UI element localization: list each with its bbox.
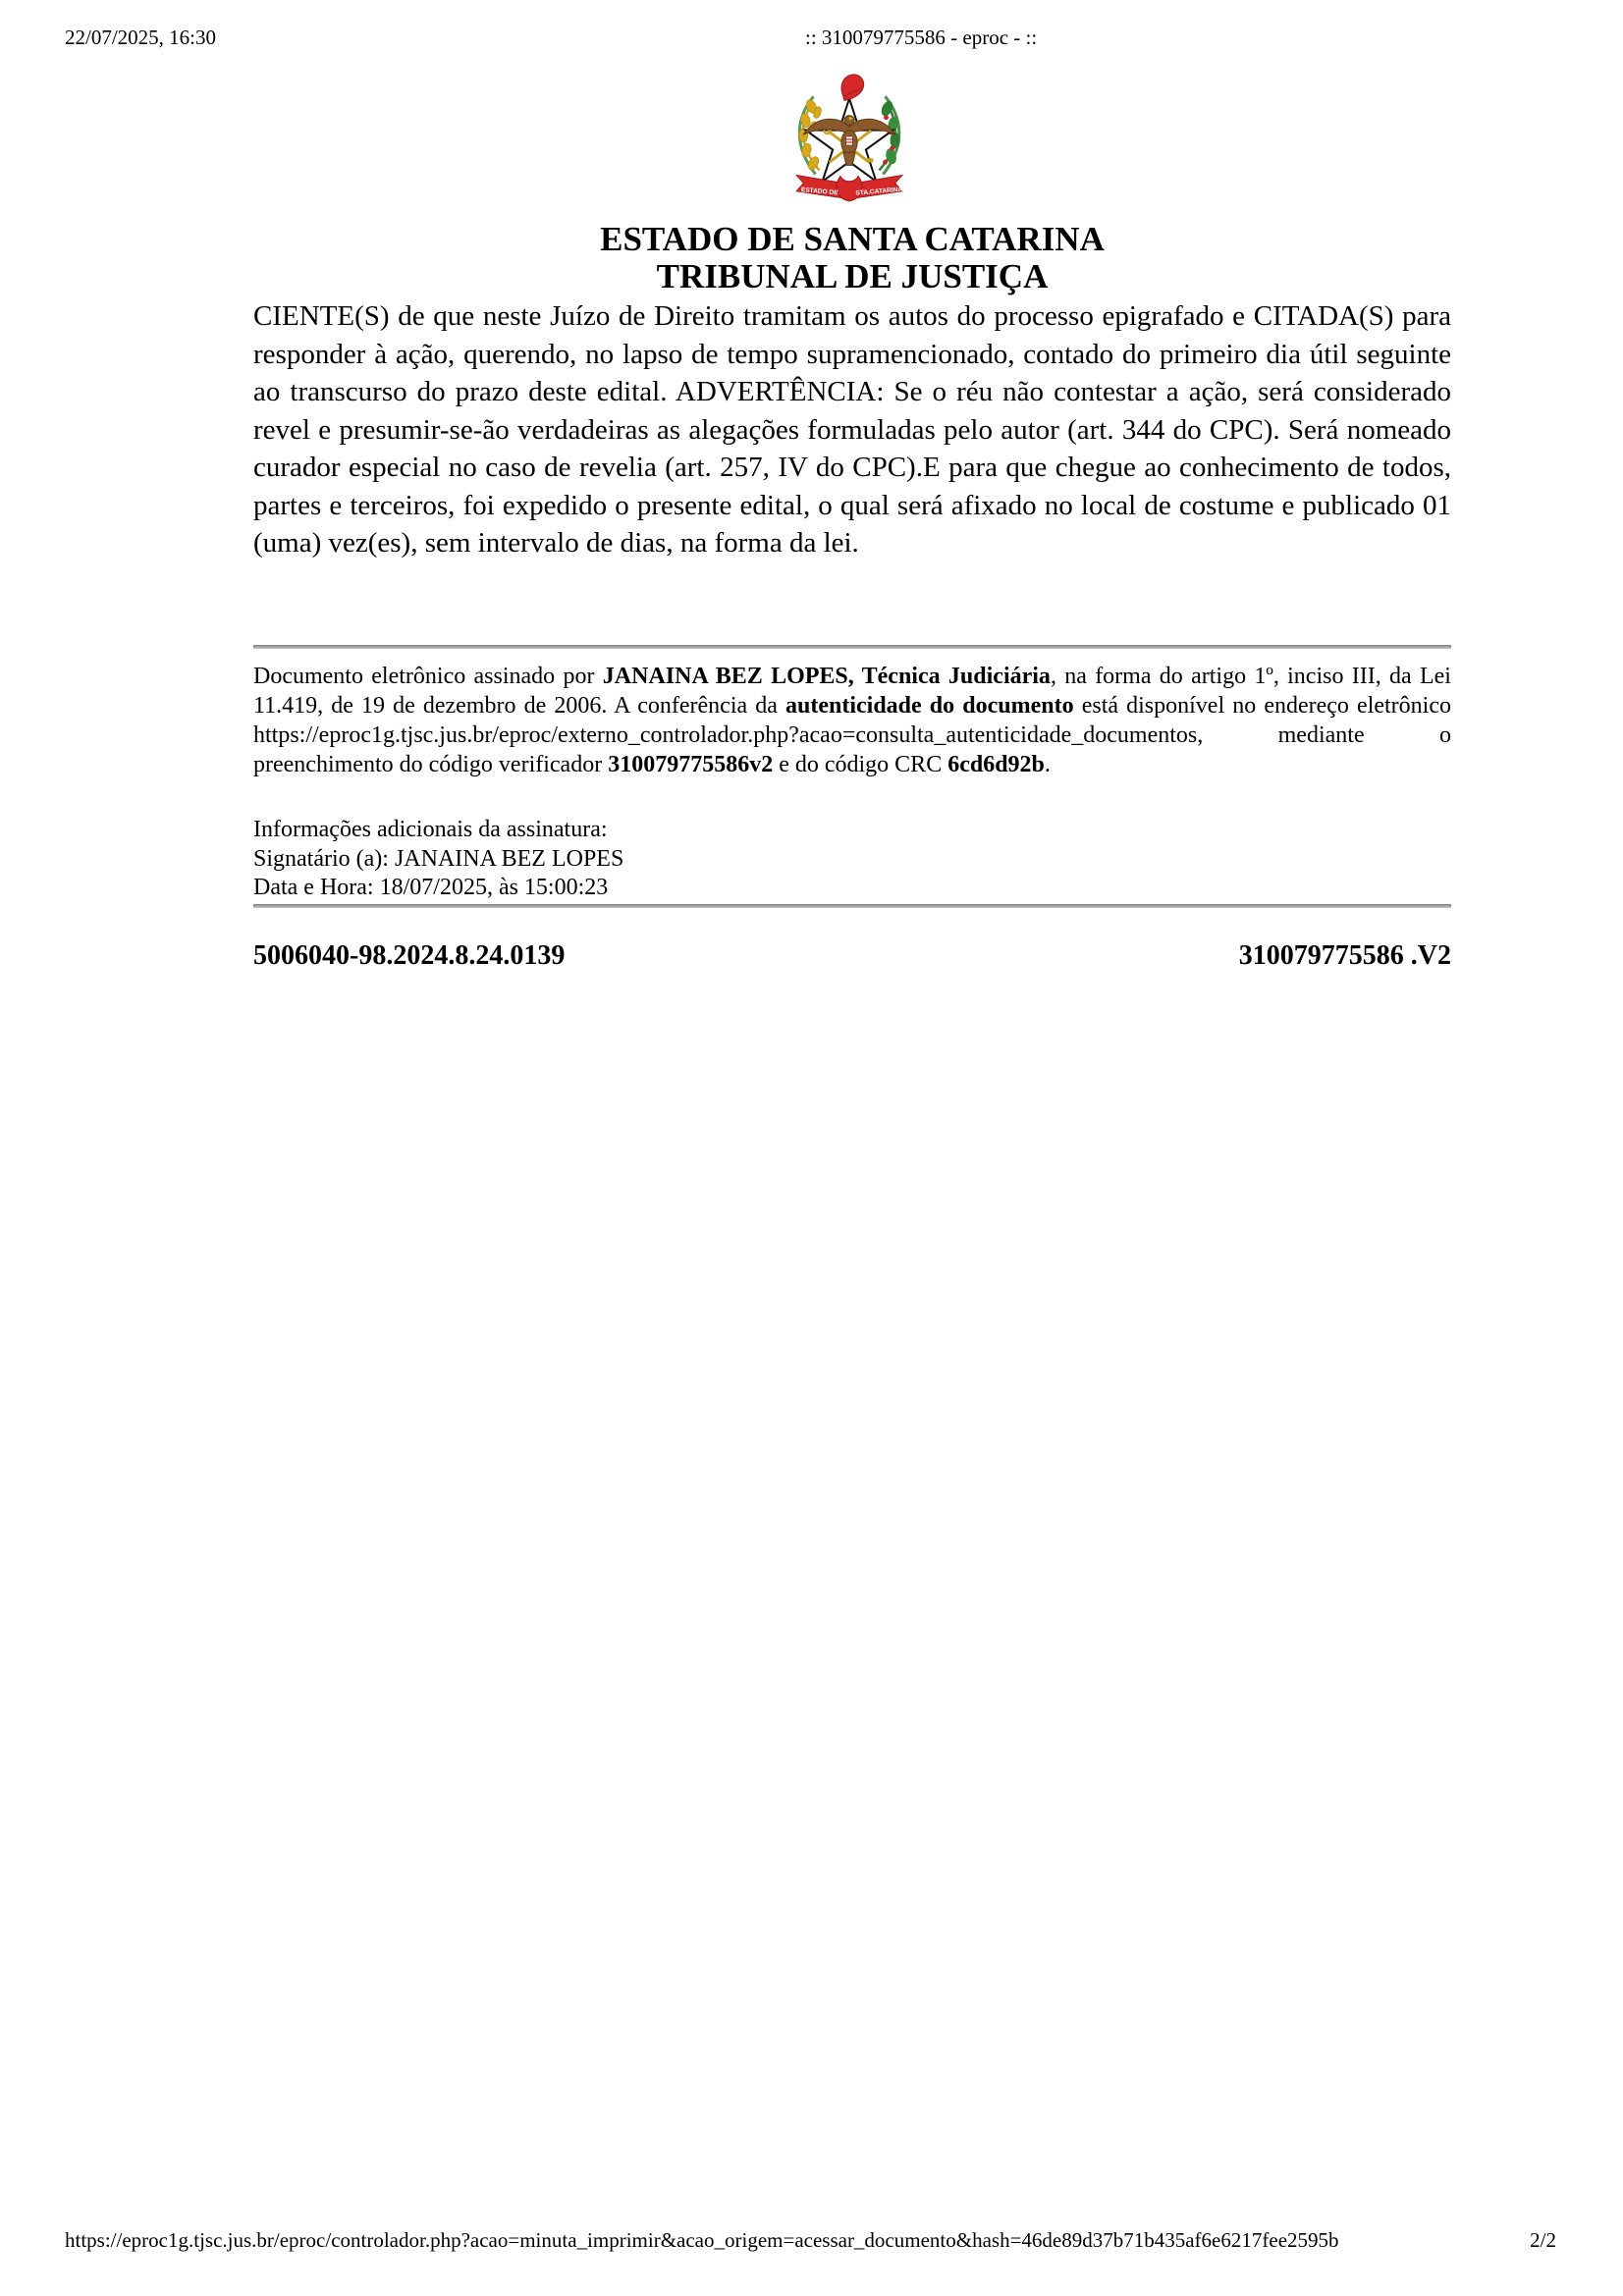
signature-datetime-line: Data e Hora: 18/07/2025, às 15:00:23 [253,875,609,900]
additional-signature-info [253,816,1451,903]
crc-code: 6cd6d92b [947,752,1045,777]
document-version-id: 310079775586 .V2 [1238,940,1451,971]
signature-suffix: . [1044,752,1051,777]
signatory-line: Signatário (a): JANAINA BEZ LOPES [253,845,624,872]
signature-prefix: Documento eletrônico assinado por [253,664,603,689]
org-name-court: TRIBUNAL DE JUSTIÇA [656,257,1049,295]
separator-rule-bottom [253,904,1451,908]
document-identifiers-row [253,940,1451,972]
signature-mid3: e do código CRC [773,752,948,777]
ribbon-text-left: ESTADO DE [800,187,839,197]
ribbon-text-right: STA.CATARINA [855,186,903,197]
signature-mid1: , na forma do artigo 1º, inciso III, da Lei 11.419, de 19 de dezembro de 2006. A conferência da [253,664,1451,719]
ribbon-icon [796,175,902,200]
additional-info-title: Informações adicionais da assinatura: [253,817,608,842]
org-name-state: ESTADO DE SANTA CATARINA [600,220,1105,258]
phrygian-cap-icon [841,75,864,100]
edital-body-paragraph: CIENTE(S) de que neste Juízo de Direito tramitam os autos do processo epigrafado e CITADA(S) para responder à ação, querendo, no lapso de tempo supramencionado, contado do primeiro dia útil seguinte ao transcurso do prazo deste edital. ADVERTÊNCIA: Se o réu não contestar a ação, será considerado revel e presumir-se-ão verdadeiras as alegações formuladas pelo autor (art. 344 do CPC). Será nomeado curador especial no caso de revelia (art. 257, IV do CPC).E para que chegue ao conhecimento de todos, partes e terceiros, foi expedido o presente edital, o qual será afixado no local de costume e publicado 01 (uma) vez(es), sem intervalo de dias, na forma da lei. [253,300,1451,559]
print-footer-page-number: 2/2 [1530,2228,1556,2252]
print-header-doc-title: :: 310079775586 - eproc - :: [805,26,1038,49]
verifier-code: 310079775586v2 [608,752,774,777]
signature-mid2: está disponível no endereço eletrônico https://eproc1g.tjsc.jus.br/eproc/externo_controlador.php?acao=consulta_autenticidade_documentos, mediante o preenchimento do código verificador [253,693,1451,777]
print-header-datetime: 22/07/2025, 16:30 [65,26,217,49]
authenticity-label: autenticidade do documento [785,693,1074,719]
signer-name: JANAINA BEZ LOPES, Técnica Judiciária [602,664,1051,689]
separator-rule-top [253,645,1451,649]
signature-paragraph [253,662,1451,779]
process-number: 5006040-98.2024.8.24.0139 [253,940,566,971]
coat-of-arms-santa-catarina-icon [784,73,915,212]
print-footer-url: https://eproc1g.tjsc.jus.br/eproc/controlador.php?acao=minuta_imprimir&acao_origem=acessar_documento&hash=46de89d37b71b435af6e6217fee2595b [65,2228,1339,2252]
